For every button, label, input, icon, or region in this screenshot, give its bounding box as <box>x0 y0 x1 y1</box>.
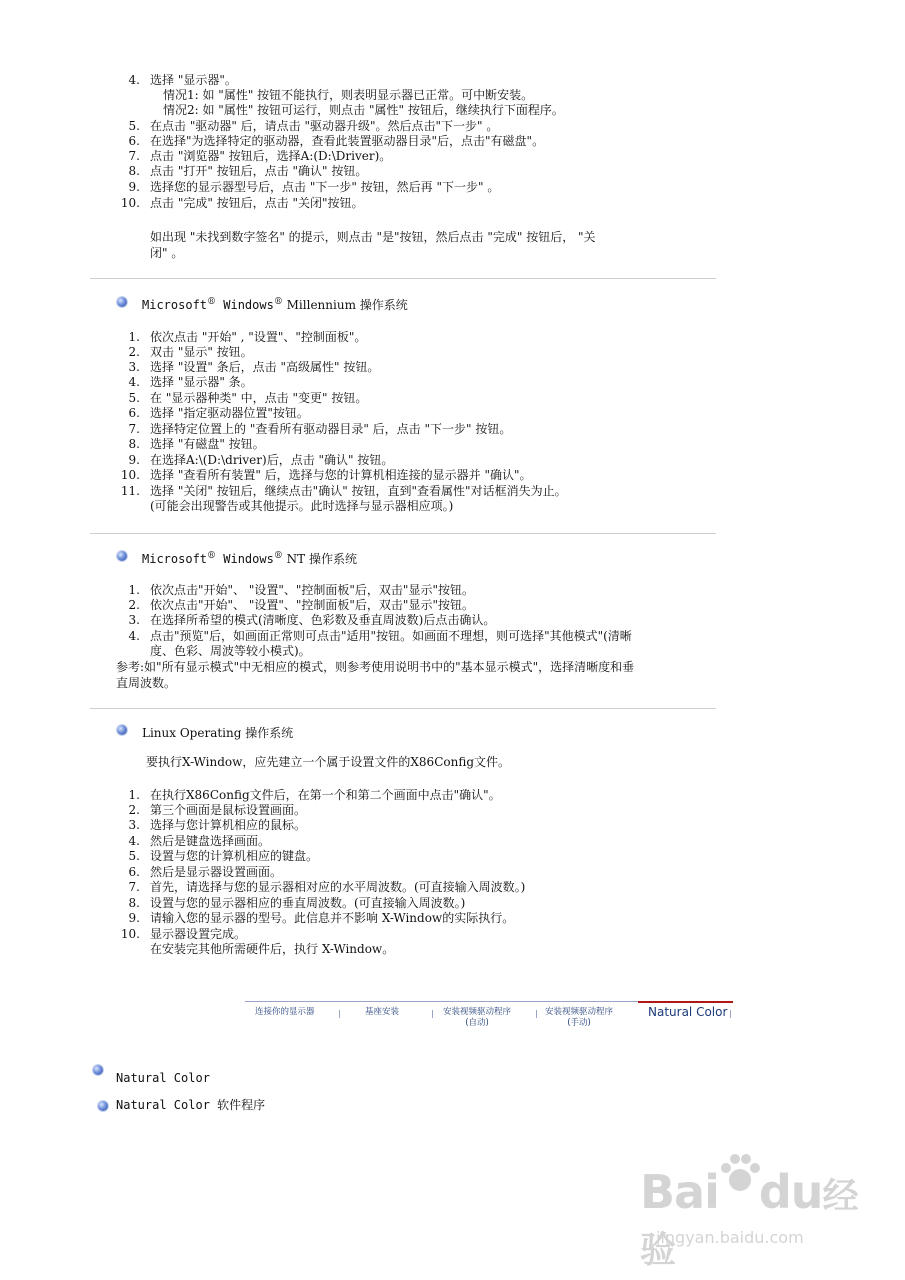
watermark-url: jingyan.baidu.com <box>656 1228 804 1247</box>
natural-color-subheading: Natural Color 软件程序 <box>116 1098 266 1112</box>
section-title-nt: Microsoft® Windows® NT 操作系统 <box>142 551 357 566</box>
nav-separator: | <box>431 1009 434 1018</box>
nav-item-driver-auto[interactable]: 安装视频驱动程序 (自动) <box>443 1007 512 1028</box>
nav-item-natural-color[interactable]: Natural Color <box>648 1005 728 1019</box>
divider <box>90 708 716 709</box>
nav-separator: | <box>535 1009 538 1018</box>
bullet-icon <box>98 1101 108 1111</box>
nav-top-line <box>245 1001 638 1002</box>
bottom-nav <box>245 1001 733 1031</box>
section-title-linux: Linux Operating 操作系统 <box>142 726 294 740</box>
divider <box>90 278 716 279</box>
nav-separator: | <box>729 1009 732 1018</box>
nav-active-indicator <box>638 1001 733 1003</box>
divider <box>90 533 716 534</box>
bullet-icon <box>117 725 127 735</box>
bullet-icon <box>93 1065 103 1075</box>
watermark-brand: Bai du经验 <box>640 1165 858 1271</box>
nav-separator: | <box>338 1009 341 1018</box>
nav-item-connect-monitor[interactable]: 连接你的显示器 <box>255 1007 315 1017</box>
section-title-millennium: Microsoft® Windows® Millennium 操作系统 <box>142 297 408 312</box>
baidu-watermark <box>640 1150 870 1271</box>
natural-color-heading: Natural Color <box>116 1071 210 1085</box>
bullet-icon <box>117 551 127 561</box>
nav-item-driver-manual[interactable]: 安装视频驱动程序 (手动) <box>545 1007 614 1028</box>
nav-item-base-install[interactable]: 基座安装 <box>365 1007 400 1017</box>
bullet-icon <box>117 297 127 307</box>
